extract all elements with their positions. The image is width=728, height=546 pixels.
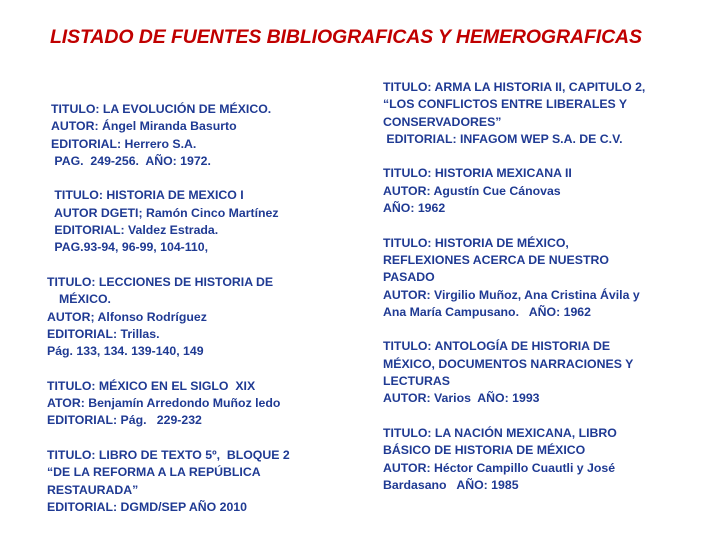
entry-line: AUTOR: Agustín Cue Cánovas: [383, 183, 561, 198]
entry-line: TITULO: LECCIONES DE HISTORIA DE: [47, 274, 274, 289]
bibliography-entry: [383, 79, 713, 148]
entry-line: Pág. 133, 134. 139-140, 149: [47, 344, 204, 359]
entry-line: TITULO: HISTORIA DE MÉXICO,: [383, 235, 569, 250]
entry-line: Bardasano AÑO: 1985: [383, 477, 519, 492]
entry-line: MÉXICO, DOCUMENTOS NARRACIONES Y: [383, 356, 634, 371]
entry-line: AUTOR: Héctor Campillo Cuautli y José: [383, 460, 616, 475]
entry-line: PAG.93-94, 96-99, 104-110,: [51, 240, 209, 255]
entry-line: TITULO: ANTOLOGÍA DE HISTORIA DE: [383, 339, 611, 354]
entry-line: AUTOR DGETI; Ramón Cinco Martínez: [51, 205, 279, 220]
entry-line: EDITORIAL: DGMD/SEP AÑO 2010: [47, 499, 247, 514]
right-column: [383, 79, 713, 511]
entry-line: EDITORIAL: Pág. 229-232: [47, 413, 202, 428]
entry-line: PAG. 249-256. AÑO: 1972.: [51, 153, 211, 168]
page-title: LISTADO DE FUENTES BIBLIOGRAFICAS Y HEMEROGRAFICAS: [50, 26, 642, 48]
entry-line: LECTURAS: [383, 374, 450, 389]
entry-line: TITULO: HISTORIA DE MEXICO I: [51, 188, 244, 203]
entry-line: EDITORIAL: Herrero S.A.: [51, 136, 197, 151]
bibliography-entry: [383, 425, 713, 494]
entry-line: TITULO: ARMA LA HISTORIA II, CAPITULO 2,: [383, 80, 646, 94]
entry-line: AUTOR: Ángel Miranda Basurto: [51, 119, 237, 134]
entry-line: ATOR: Benjamín Arredondo Muñoz ledo: [47, 396, 281, 411]
entry-line: TITULO: MÉXICO EN EL SIGLO XIX: [47, 378, 256, 393]
entry-line: TITULO: LA EVOLUCIÓN DE MÉXICO.: [51, 102, 272, 116]
bibliography-entry: [47, 447, 347, 516]
entry-line: TITULO: LA NACIÓN MEXICANA, LIBRO: [383, 425, 617, 440]
bibliography-entry: [383, 338, 713, 407]
entry-line: MÉXICO.: [59, 292, 111, 307]
entry-line: EDITORIAL: INFAGOM WEP S.A. DE C.V.: [383, 131, 623, 146]
entry-line: TITULO: HISTORIA MEXICANA II: [383, 166, 572, 181]
bibliography-entry: [47, 101, 347, 170]
entry-line: AUTOR; Alfonso Rodríguez: [47, 309, 207, 324]
entry-line: TITULO: LIBRO DE TEXTO 5º, BLOQUE 2: [47, 447, 290, 462]
entry-line: BÁSICO DE HISTORIA DE MÉXICO: [383, 443, 586, 458]
entry-line: CONSERVADORES”: [383, 114, 502, 129]
entry-line: AUTOR: Virgilio Muñoz, Ana Cristina Ávila y: [383, 287, 640, 302]
bibliography-entry: [47, 378, 347, 430]
entry-line: REFLEXIONES ACERCA DE NUESTRO: [383, 252, 609, 267]
left-column: [47, 101, 347, 533]
entry-line: AUTOR: Varios AÑO: 1993: [383, 391, 540, 406]
bibliography-entry: [383, 165, 713, 217]
entry-line: PASADO: [383, 270, 435, 285]
entry-line: EDITORIAL: Valdez Estrada.: [51, 223, 219, 238]
bibliography-entry: [47, 187, 347, 256]
entry-line: RESTAURADA”: [47, 482, 139, 497]
entry-line: AÑO: 1962: [383, 201, 446, 216]
entry-line: “DE LA REFORMA A LA REPÚBLICA: [47, 465, 261, 480]
entry-line: “LOS CONFLICTOS ENTRE LIBERALES Y: [383, 97, 628, 112]
bibliography-entry: [383, 235, 713, 321]
entry-line: Ana María Campusano. AÑO: 1962: [383, 304, 591, 319]
bibliography-entry: [47, 274, 347, 360]
entry-line: EDITORIAL: Trillas.: [47, 326, 160, 341]
